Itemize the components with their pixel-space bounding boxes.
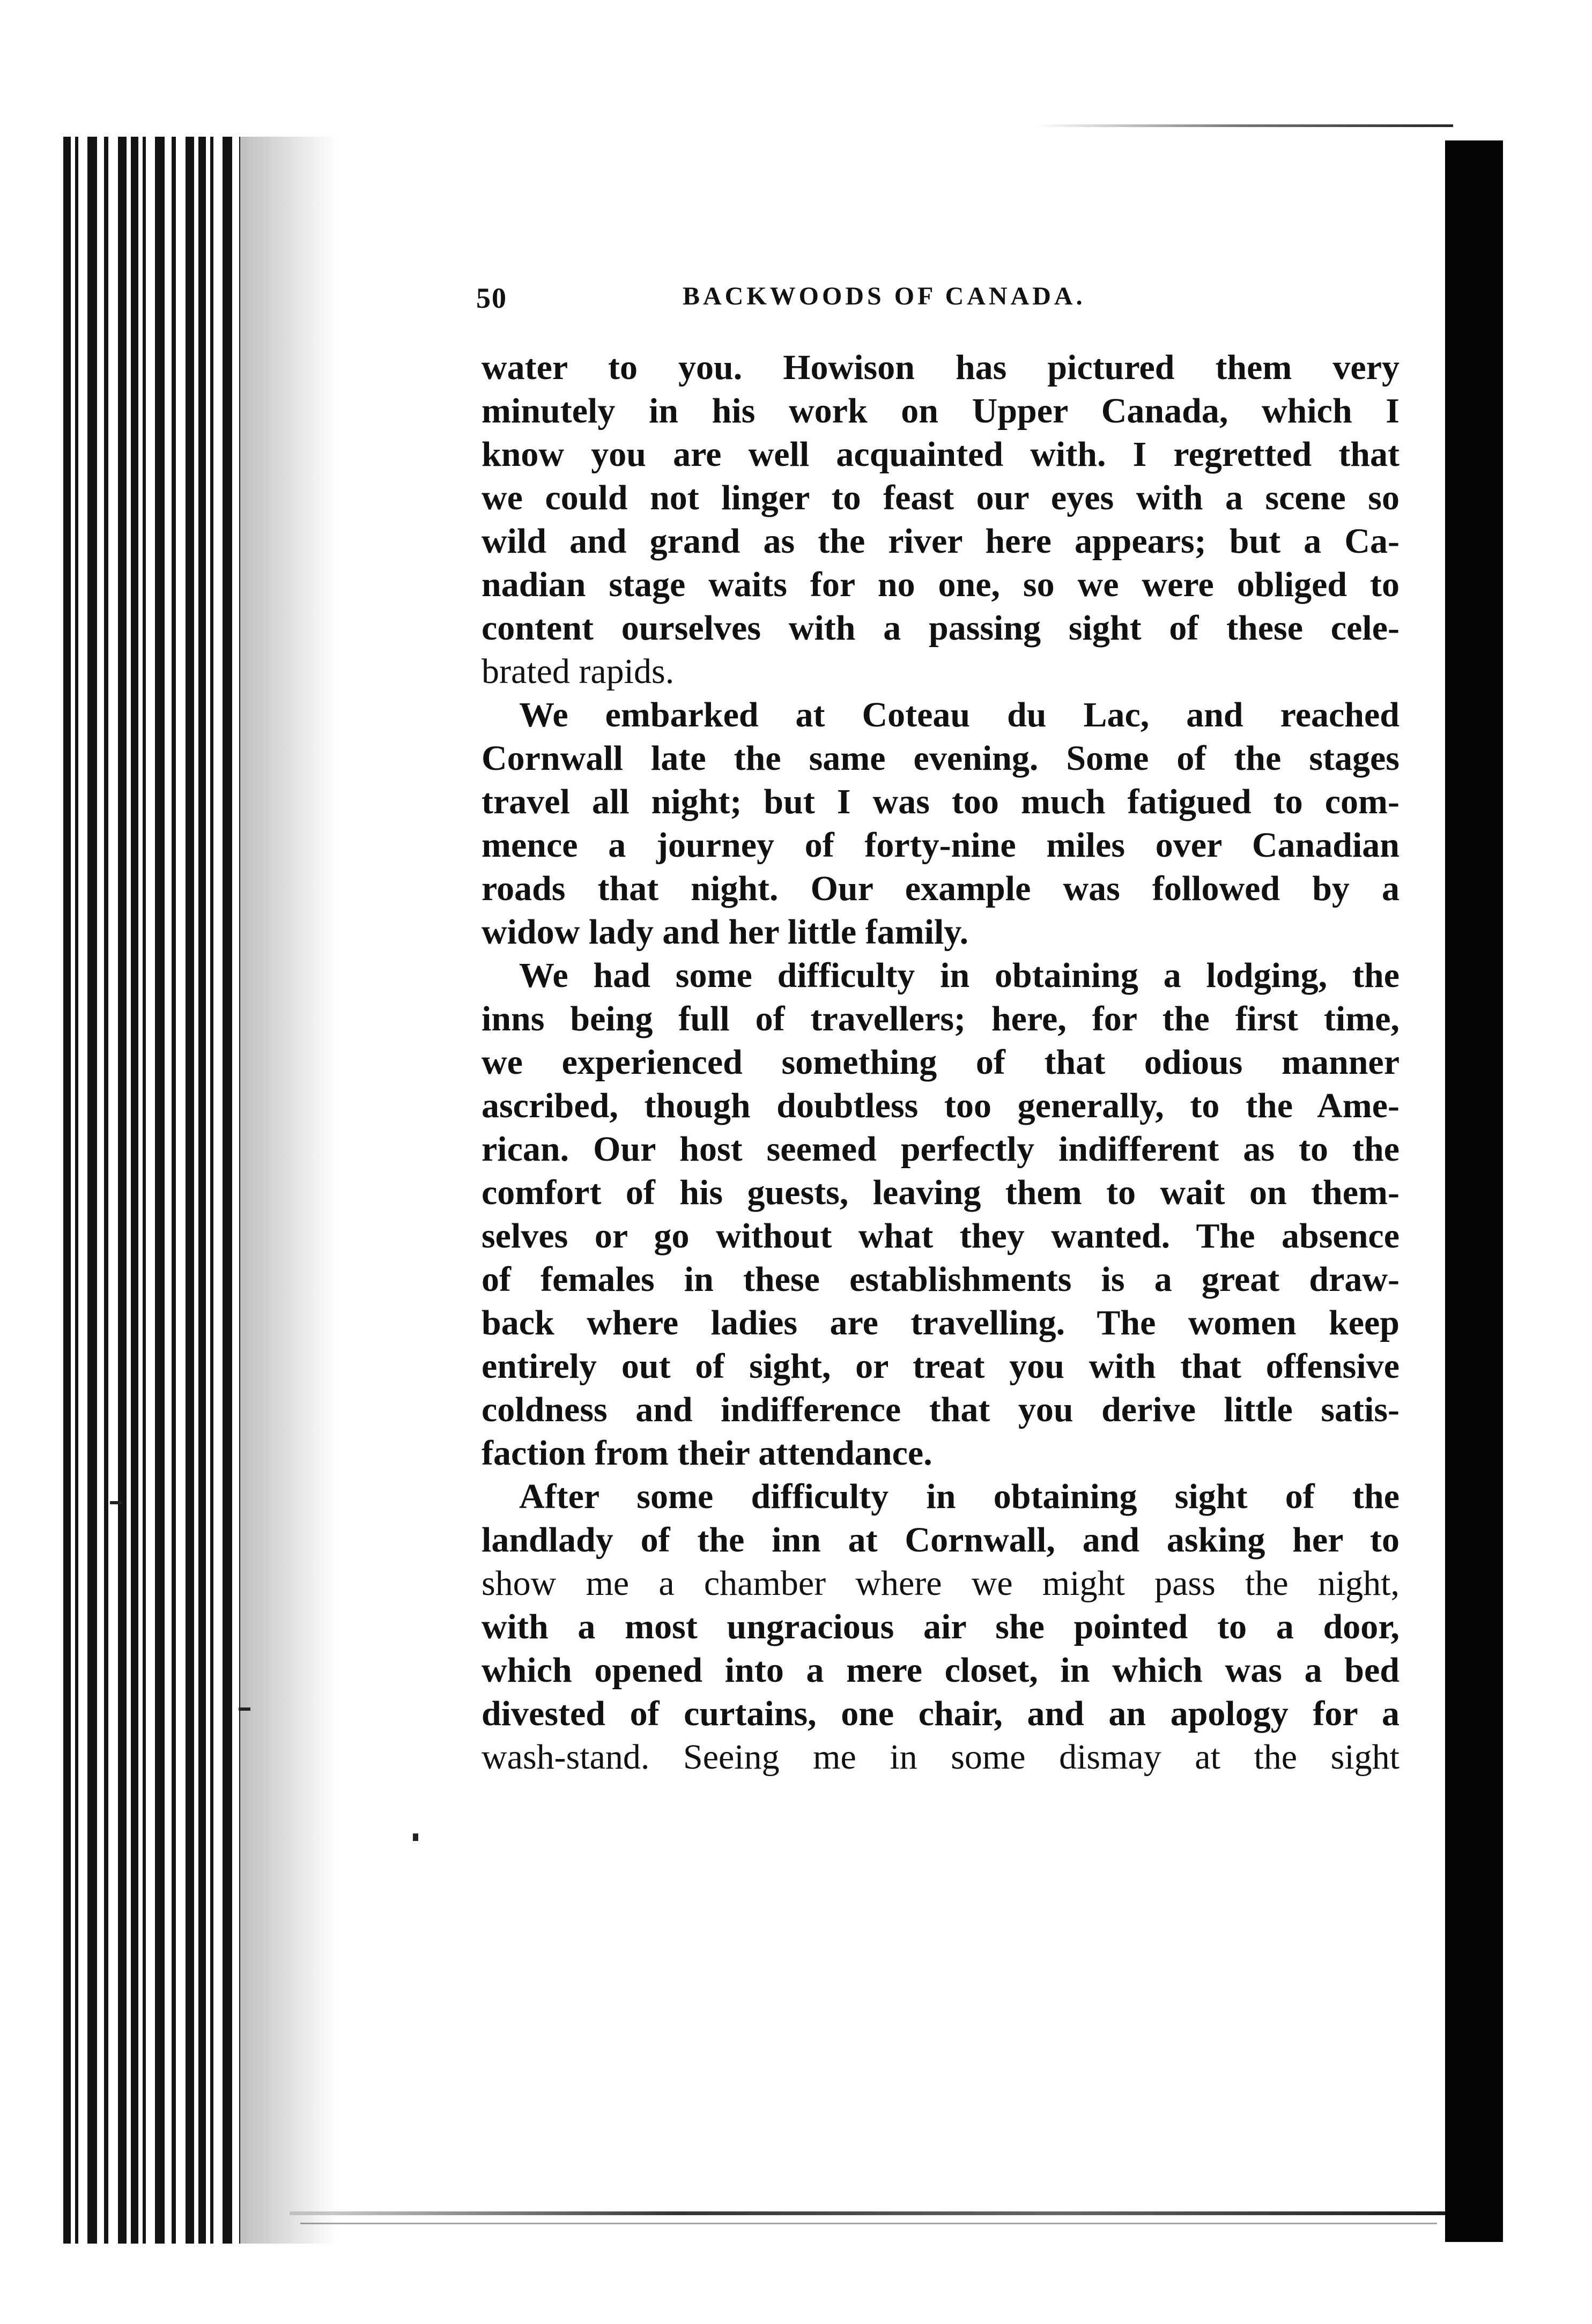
margin-mark bbox=[110, 1501, 122, 1504]
text-line: widow lady and her little family. bbox=[482, 912, 969, 952]
top-scan-rule bbox=[1035, 124, 1453, 127]
text-line: nadian stage waits for no one, so we were obliged to bbox=[482, 565, 1400, 604]
spine-shadow bbox=[240, 137, 337, 2244]
text-line: minutely in his work on Upper Canada, which I bbox=[482, 391, 1400, 430]
text-line: rican. Our host seemed perfectly indifferent as to the bbox=[482, 1130, 1400, 1169]
text-line: We had some difficulty in obtaining a lodging, the bbox=[519, 956, 1400, 995]
text-line: divested of curtains, one chair, and an apology for a bbox=[482, 1694, 1400, 1733]
right-page-edge bbox=[1445, 140, 1503, 2242]
text-line: inns being full of travellers; here, for the first time, bbox=[482, 999, 1400, 1038]
text-line: mence a journey of forty-nine miles over Canadian bbox=[482, 826, 1400, 865]
text-line: wash-stand. Seeing me in some dismay at the sight bbox=[482, 1738, 1400, 1777]
text-line: entirely out of sight, or treat you with that offensive bbox=[482, 1347, 1400, 1386]
text-line: know you are well acquainted with. I regretted that bbox=[482, 435, 1400, 474]
bottom-scan-rule bbox=[290, 2211, 1448, 2215]
text-line: back where ladies are travelling. The women keep bbox=[482, 1303, 1400, 1342]
text-line: comfort of his guests, leaving them to wait on them- bbox=[482, 1173, 1400, 1212]
text-line: wild and grand as the river here appears; but a Ca- bbox=[482, 522, 1400, 561]
text-line: show me a chamber where we might pass the night, bbox=[482, 1564, 1400, 1603]
text-line: After some difficulty in obtaining sight of the bbox=[519, 1477, 1400, 1516]
text-line: We embarked at Coteau du Lac, and reached bbox=[519, 695, 1400, 734]
text-line: faction from their attendance. bbox=[482, 1434, 932, 1473]
text-line: brated rapids. bbox=[482, 652, 675, 691]
text-line: landlady of the inn at Cornwall, and asking her to bbox=[482, 1520, 1400, 1560]
text-line: roads that night. Our example was followed by a bbox=[482, 869, 1400, 908]
book-spine-scan-artifact bbox=[63, 137, 240, 2244]
text-line: travel all night; but I was too much fatigued to com- bbox=[482, 782, 1400, 821]
text-line: ascribed, though doubtless too generally, to the Ame- bbox=[482, 1086, 1400, 1125]
margin-mark bbox=[413, 1833, 418, 1841]
text-line: with a most ungracious air she pointed to a door, bbox=[482, 1607, 1400, 1646]
text-line: Cornwall late the same evening. Some of the stages bbox=[482, 739, 1400, 778]
text-line: selves or go without what they wanted. The absence bbox=[482, 1216, 1400, 1256]
text-line: content ourselves with a passing sight of these cele- bbox=[482, 608, 1400, 648]
page-header bbox=[476, 281, 1398, 319]
margin-mark bbox=[239, 1707, 250, 1711]
text-line: we experienced something of that odious manner bbox=[482, 1043, 1400, 1082]
page-number: 50 bbox=[476, 282, 507, 314]
running-head: BACKWOODS OF CANADA. bbox=[683, 282, 1086, 310]
body-text bbox=[482, 346, 1400, 1779]
text-line: which opened into a mere closet, in which was a bed bbox=[482, 1651, 1400, 1690]
text-line: coldness and indifference that you derive little satis- bbox=[482, 1390, 1400, 1429]
bottom-scan-rule-secondary bbox=[300, 2223, 1437, 2224]
text-line: water to you. Howison has pictured them very bbox=[482, 348, 1400, 387]
text-line: we could not linger to feast our eyes with a scene so bbox=[482, 478, 1400, 517]
text-line: of females in these establishments is a great draw- bbox=[482, 1260, 1400, 1299]
